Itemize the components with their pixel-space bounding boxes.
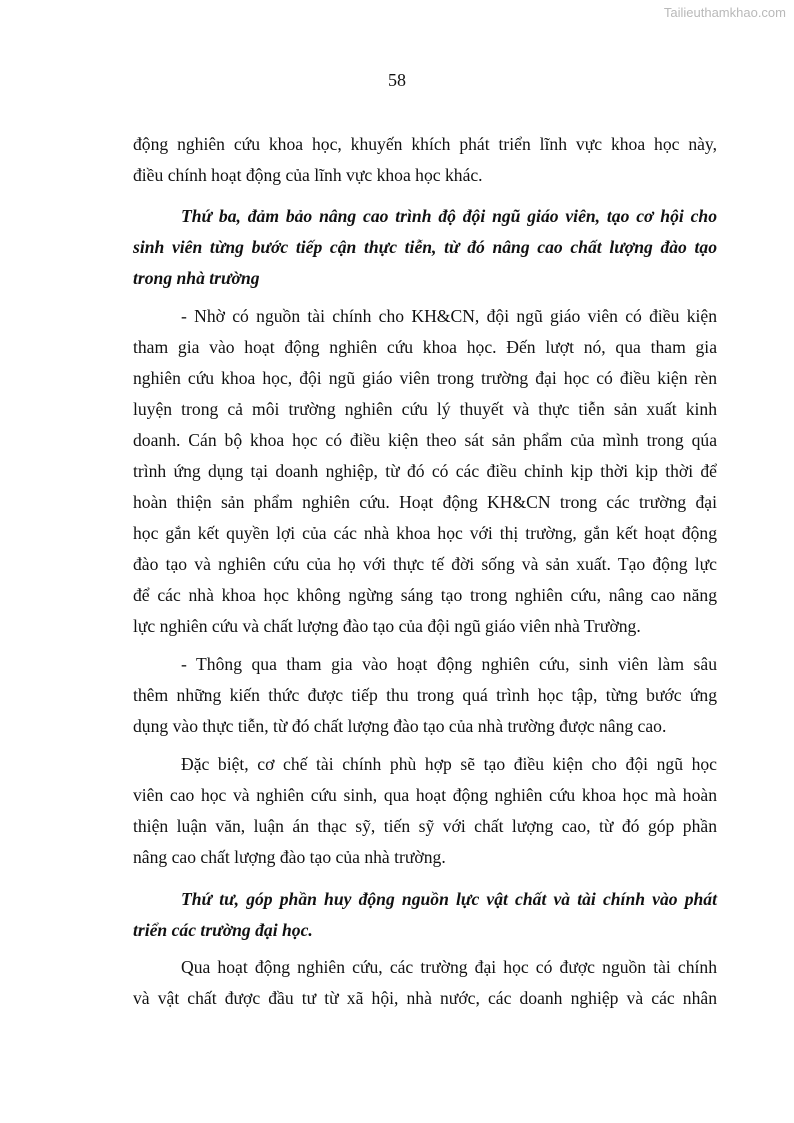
text-line: luyện trong cả môi trường nghiên cứu lý thuyết và thực tiễn sản xuất kinh (133, 399, 717, 419)
text-line: viên cao học và nghiên cứu sinh, qua hoạt động nghiên cứu khoa học mà hoàn (133, 785, 717, 805)
text-line: nghiên cứu khoa học, đội ngũ giáo viên trong trường đại học có điều kiện rèn (133, 368, 717, 388)
text-line: sinh viên từng bước tiếp cận thực tiễn, từ đó nâng cao chất lượng đào tạo (133, 237, 717, 257)
text-line: Thứ ba, đảm bảo nâng cao trình độ đội ngũ giáo viên, tạo cơ hội cho (181, 206, 717, 226)
text-line: tham gia vào hoạt động nghiên cứu khoa học. Đến lượt nó, qua tham gia (133, 337, 717, 357)
section-heading (133, 201, 717, 294)
paragraph (133, 129, 717, 191)
paragraph (133, 749, 717, 873)
text-line: - Thông qua tham gia vào hoạt động nghiên cứu, sinh viên làm sâu (181, 654, 717, 674)
paragraph (133, 649, 717, 742)
text-line: triển các trường đại học. (133, 920, 313, 940)
text-line: lực nghiên cứu và chất lượng đào tạo của đội ngũ giáo viên nhà Trường. (133, 616, 641, 636)
text-line: Đặc biệt, cơ chế tài chính phù hợp sẽ tạo điều kiện cho đội ngũ học (181, 754, 717, 774)
text-line: đào tạo và nghiên cứu của họ với thực tế đời sống và sản xuất. Tạo động lực (133, 554, 717, 574)
text-line: điều chính hoạt động của lĩnh vực khoa học khác. (133, 165, 483, 185)
page-number: 58 (388, 70, 406, 90)
text-line: và vật chất được đầu tư từ xã hội, nhà nước, các doanh nghiệp và các nhân (133, 988, 717, 1008)
watermark: Tailieuthamkhao.com (663, 5, 786, 20)
text-line: thêm những kiến thức được tiếp thu trong quá trình học tập, từng bước ứng (133, 685, 717, 705)
text-line: dụng vào thực tiễn, từ đó chất lượng đào tạo của nhà trường được nâng cao. (133, 716, 667, 736)
text-line: - Nhờ có nguồn tài chính cho KH&CN, đội ngũ giáo viên có điều kiện (181, 306, 717, 326)
text-line: thiện luận văn, luận án thạc sỹ, tiến sỹ với chất lượng cao, từ đó góp phần (133, 816, 717, 836)
text-line: Thứ tư, góp phần huy động nguồn lực vật chất và tài chính vào phát (181, 889, 717, 909)
text-line: hoàn thiện sản phẩm nghiên cứu. Hoạt động KH&CN trong các trường đại (133, 492, 717, 512)
text-line: động nghiên cứu khoa học, khuyến khích phát triển lĩnh vực khoa học này, (133, 134, 717, 154)
section-heading (133, 884, 717, 946)
paragraph (133, 301, 717, 642)
text-line: trình ứng dụng tại doanh nghiệp, từ đó có các điều chỉnh kịp thời kịp thời để (133, 461, 717, 481)
text-line: doanh. Cán bộ khoa học có điều kiện theo sát sản phẩm của mình trong qúa (133, 430, 717, 450)
text-line: học gắn kết quyền lợi của các nhà khoa học với thị trường, gắn kết hoạt động (133, 523, 717, 543)
text-line: trong nhà trường (133, 268, 260, 288)
text-line: nâng cao chất lượng đào tạo của nhà trường. (133, 847, 446, 867)
text-line: để các nhà khoa học không ngừng sáng tạo trong nghiên cứu, nâng cao năng (133, 585, 717, 605)
paragraph (133, 952, 717, 1014)
text-line: Qua hoạt động nghiên cứu, các trường đại học có được nguồn tài chính (181, 957, 717, 977)
